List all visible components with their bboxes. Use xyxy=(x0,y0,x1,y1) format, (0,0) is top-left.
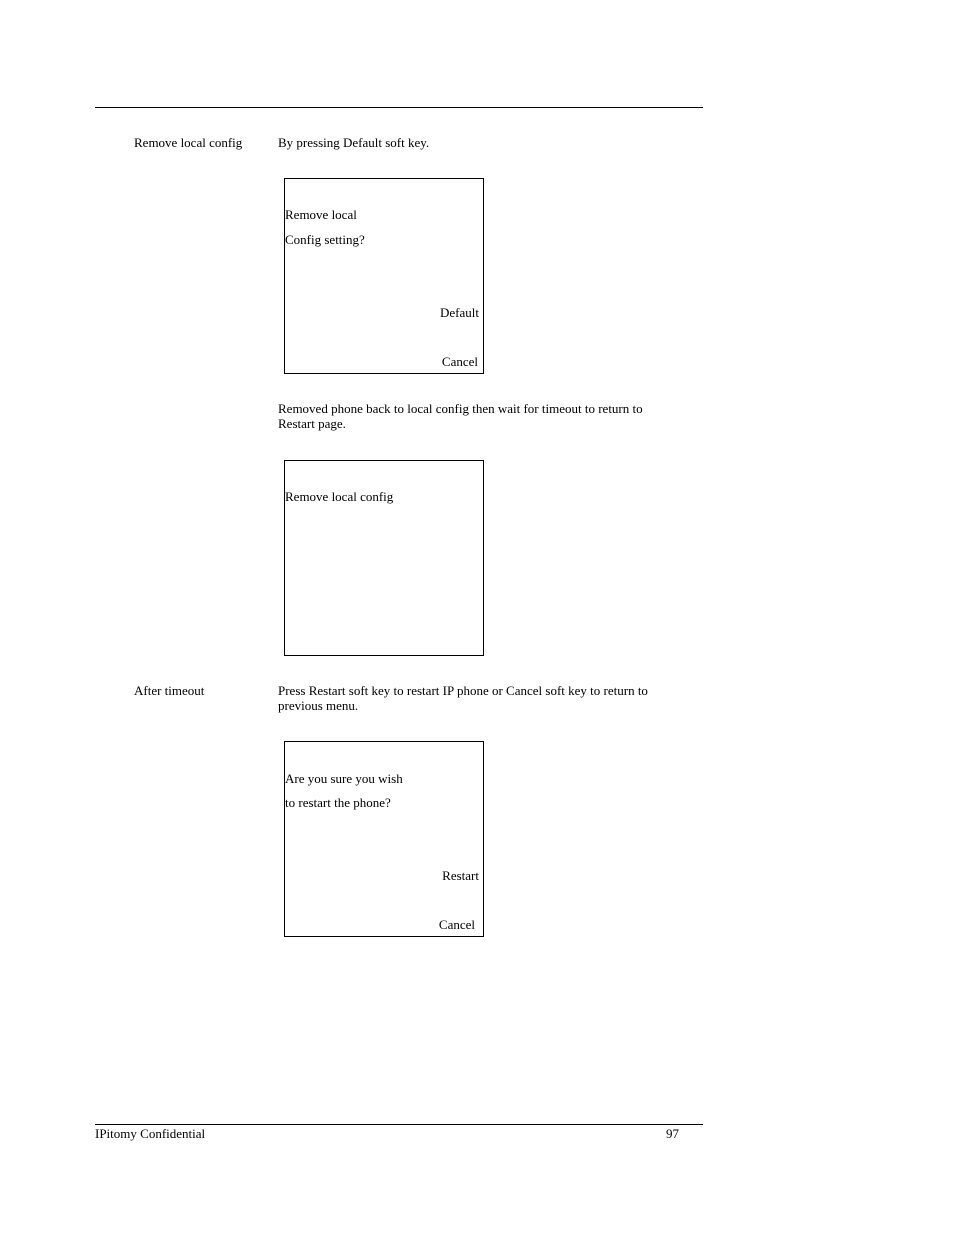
section-description: Press Restart soft key to restart IP phone or Cancel soft key to return to previous menu. xyxy=(278,683,648,713)
screen-line: Remove local config xyxy=(285,489,394,504)
section-label-after-timeout: After timeout xyxy=(134,683,205,698)
header-rule xyxy=(95,107,703,108)
default-softkey[interactable]: Default xyxy=(440,305,479,320)
screen-line: to restart the phone? xyxy=(285,795,391,810)
section-description: Removed phone back to local config then wait for timeout to return to Restart page. xyxy=(278,401,643,431)
cancel-softkey[interactable]: Cancel xyxy=(438,917,475,932)
footer-rule xyxy=(95,1124,703,1125)
footer-confidential: IPitomy Confidential xyxy=(95,1126,206,1141)
page-number: 97 xyxy=(666,1126,679,1141)
screen-line: Are you sure you wish xyxy=(285,771,403,786)
restart-softkey[interactable]: Restart xyxy=(442,868,479,883)
screen-line: Config setting? xyxy=(285,232,365,247)
screen-line: Remove local xyxy=(285,207,357,222)
phone-screen-remove-local-config xyxy=(284,460,484,656)
section-label-remove-local-config: Remove local config xyxy=(134,135,243,150)
cancel-softkey[interactable]: Cancel xyxy=(441,354,478,369)
phone-screen-remove-config-prompt xyxy=(284,178,484,374)
section-description: By pressing Default soft key. xyxy=(278,135,430,150)
phone-screen-restart-prompt xyxy=(284,741,484,937)
